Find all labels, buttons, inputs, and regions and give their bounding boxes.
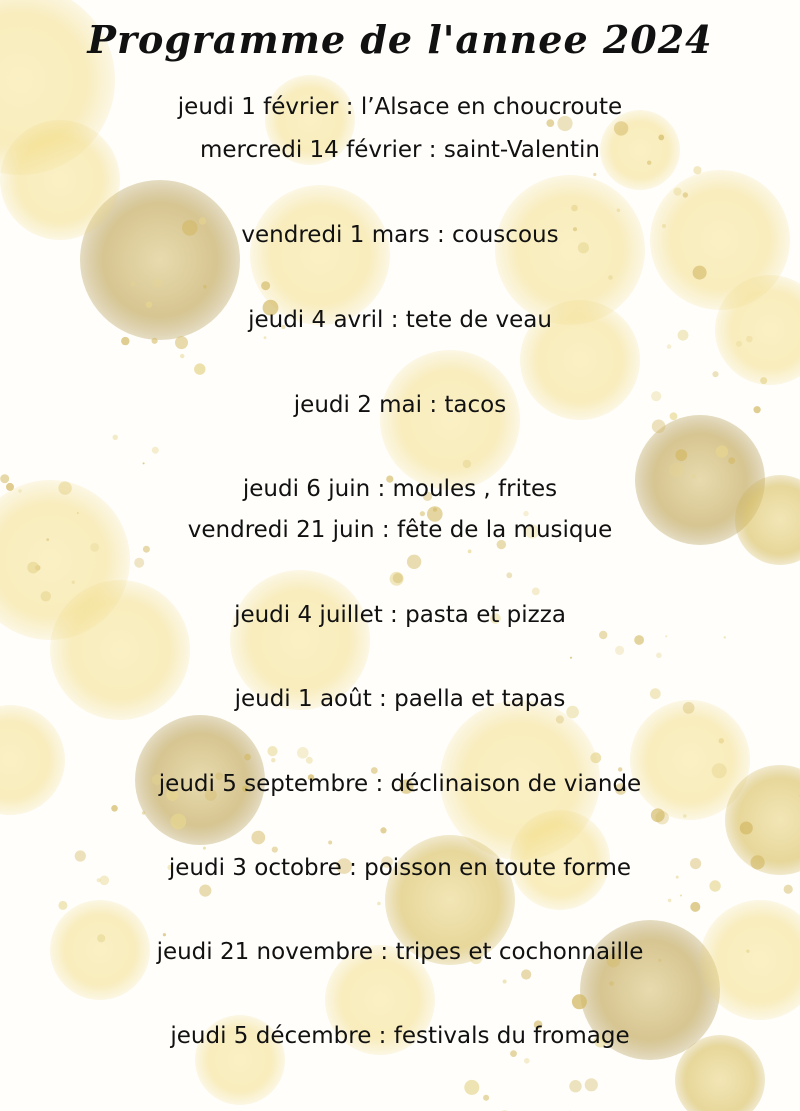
event-item: jeudi 1 février : l’Alsace en choucroute (177, 94, 623, 120)
watercolor-speckle (111, 805, 118, 812)
watercolor-speckle (264, 336, 267, 339)
watercolor-speckle (152, 447, 159, 454)
watercolor-speckle (683, 814, 687, 818)
event-item: jeudi 4 avril : tete de veau (248, 307, 552, 333)
watercolor-speckle (532, 588, 540, 596)
watercolor-speckle (570, 657, 572, 659)
page-title: Programme de l'annee 2024 (87, 17, 713, 62)
watercolor-speckle (667, 344, 672, 349)
watercolor-speckle (693, 266, 707, 280)
watercolor-speckle (464, 1080, 479, 1095)
watercolor-speckle (556, 715, 564, 723)
watercolor-speckle (503, 980, 507, 984)
watercolor-speckle (180, 354, 184, 358)
watercolor-speckle (170, 814, 186, 830)
watercolor-speckle (163, 933, 166, 936)
watercolor-speckle (483, 1095, 489, 1101)
watercolor-speckle (590, 752, 601, 763)
watercolor-speckle (297, 747, 309, 759)
event-item: jeudi 6 juin : moules , frites (242, 476, 558, 502)
watercolor-speckle (665, 635, 667, 637)
watercolor-speckle (203, 847, 206, 850)
watercolor-speckle (571, 205, 578, 212)
event-item: jeudi 1 août : paella et tapas (234, 686, 566, 712)
watercolor-speckle (393, 573, 403, 583)
watercolor-speckle (585, 1078, 598, 1091)
watercolor-speckle (130, 281, 135, 286)
watercolor-speckle (634, 635, 644, 645)
watercolor-speckle (572, 994, 587, 1009)
watercolor-speckle (716, 445, 728, 457)
watercolor-speckle (251, 831, 265, 845)
watercolor-speckle (524, 1058, 530, 1064)
watercolor-speckle (194, 363, 205, 374)
event-item: jeudi 3 octobre : poisson en toute forme (168, 855, 632, 881)
watercolor-speckle (510, 1050, 517, 1057)
watercolor-speckle (27, 562, 39, 574)
watercolor-speckle (719, 738, 724, 743)
watercolor-speckle (77, 512, 79, 514)
watercolor-speckle (267, 746, 277, 756)
watercolor-speckle (261, 281, 270, 290)
watercolor-speckle (599, 631, 607, 639)
watercolor-speckle (506, 572, 512, 578)
watercolor-speckle (614, 121, 628, 135)
watercolor-speckle (377, 902, 381, 906)
watercolor-speckle (712, 371, 718, 377)
watercolor-speckle (272, 847, 278, 853)
watercolor-speckle (617, 209, 621, 213)
watercolor-speckle (683, 192, 688, 197)
watercolor-speckle (656, 811, 669, 824)
watercolor-speckle (593, 173, 596, 176)
event-item: jeudi 4 juillet : pasta et pizza (234, 602, 566, 628)
watercolor-speckle (58, 901, 67, 910)
watercolor-speckle (407, 555, 421, 569)
watercolor-speckle (244, 754, 251, 761)
watercolor-speckle (306, 757, 313, 764)
watercolor-speckle (668, 899, 672, 903)
watercolor-speckle (760, 377, 767, 384)
watercolor-speckle (569, 1080, 581, 1092)
event-item: vendredi 1 mars : couscous (241, 222, 559, 248)
watercolor-speckle (724, 636, 726, 638)
watercolor-speckle (673, 188, 681, 196)
watercolor-speckle (121, 337, 129, 345)
event-item: vendredi 21 juin : fête de la musique (187, 517, 613, 543)
watercolor-speckle (615, 646, 624, 655)
watercolor-speckle (693, 166, 701, 174)
watercolor-speckle (143, 462, 145, 464)
watercolor-speckle (680, 895, 682, 897)
watercolor-speckle (72, 581, 75, 584)
watercolor-speckle (143, 546, 150, 553)
watercolor-speckle (113, 435, 118, 440)
event-item: jeudi 2 mai : tacos (293, 392, 507, 418)
watercolor-speckle (746, 336, 753, 343)
watercolor-speckle (675, 449, 687, 461)
watercolor-speckle (784, 885, 793, 894)
watercolor-speckle (521, 969, 531, 979)
watercolor-speckle (153, 279, 162, 288)
watercolor-speckle (740, 822, 753, 835)
watercolor-speckle (463, 460, 471, 468)
watercolor-speckle (736, 341, 742, 347)
watercolor-speckle (152, 338, 158, 344)
event-item: jeudi 21 novembre : tripes et cochonnaille (156, 939, 644, 965)
event-item: jeudi 5 septembre : déclinaison de viande (158, 771, 642, 797)
watercolor-speckle (199, 885, 211, 897)
watercolor-speckle (142, 811, 145, 814)
watercolor-speckle (134, 558, 144, 568)
watercolor-speckle (380, 827, 386, 833)
watercolor-speckle (271, 758, 275, 762)
watercolor-speckle (656, 653, 662, 659)
watercolor-speckle (203, 285, 207, 289)
watercolor-speckle (328, 841, 332, 845)
watercolor-speckle (652, 420, 666, 434)
watercolor-speckle (690, 902, 700, 912)
watercolor-blob (380, 350, 520, 490)
event-item: jeudi 5 décembre : festivals du fromage (170, 1023, 630, 1049)
event-item: mercredi 14 février : saint-Valentin (200, 137, 600, 163)
watercolor-speckle (468, 550, 472, 554)
watercolor-speckle (175, 336, 188, 349)
watercolor-speckle (608, 275, 613, 280)
watercolor-speckle (728, 457, 735, 464)
watercolor-speckle (609, 981, 614, 986)
